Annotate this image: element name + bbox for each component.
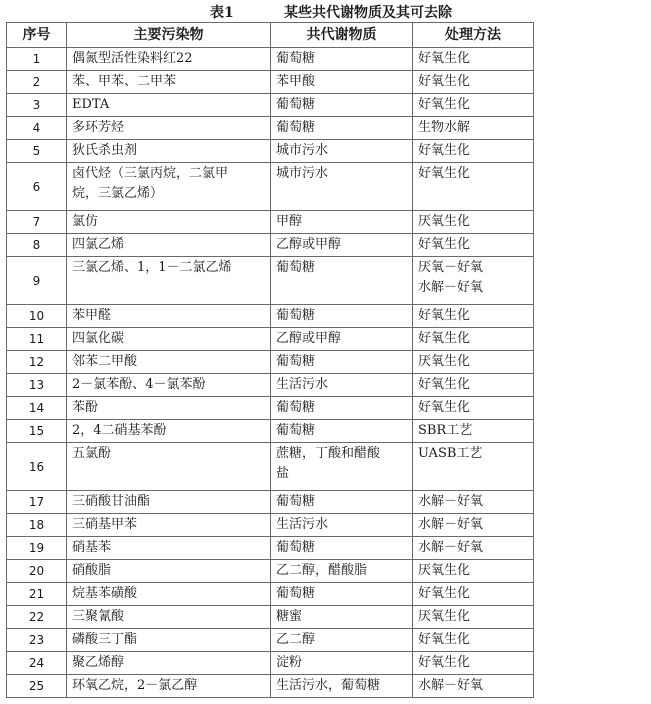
index-cell: 17 bbox=[7, 491, 67, 514]
method-cell bbox=[413, 629, 534, 652]
table-row bbox=[7, 583, 534, 606]
header-index: 序号 bbox=[7, 23, 67, 48]
method-cell-line: 好氧生化 bbox=[418, 655, 471, 670]
pollutant-cell bbox=[67, 560, 271, 583]
index-cell: 11 bbox=[7, 328, 67, 351]
header-cometabolite: 共代谢物质 bbox=[271, 23, 413, 48]
cometabolite-cell bbox=[271, 351, 413, 374]
cometabolite-cell bbox=[271, 257, 413, 305]
cometabolite-cell-line: 淀粉 bbox=[276, 655, 303, 670]
method-cell-line: 好氧生化 bbox=[418, 331, 471, 346]
cometabolite-cell bbox=[271, 583, 413, 606]
index-cell: 8 bbox=[7, 234, 67, 257]
cometabolite-cell-line: 葡萄糖 bbox=[276, 494, 316, 509]
table-row bbox=[7, 234, 534, 257]
cometabolite-cell bbox=[271, 163, 413, 211]
cometabolite-cell-line: 城市污水 bbox=[276, 166, 329, 181]
cometabolite-cell bbox=[271, 48, 413, 71]
pollutant-cell bbox=[67, 652, 271, 675]
cometabolite-cell bbox=[271, 305, 413, 328]
index-cell: 4 bbox=[7, 117, 67, 140]
pollutant-cell bbox=[67, 211, 271, 234]
method-cell-line: 水解－好氧 bbox=[418, 517, 484, 532]
index-cell: 3 bbox=[7, 94, 67, 117]
index-cell: 12 bbox=[7, 351, 67, 374]
pollutant-cell-line: 五氯酚 bbox=[72, 446, 112, 461]
method-cell-line: 水解－好氧 bbox=[418, 280, 484, 295]
table-row bbox=[7, 305, 534, 328]
method-cell-line: 好氧生化 bbox=[418, 400, 471, 415]
table-title: 某些共代谢物质及其可去除 bbox=[284, 5, 452, 21]
pollutant-cell-line: 偶氮型活性染料红22 bbox=[72, 51, 193, 66]
cometabolite-cell bbox=[271, 537, 413, 560]
cometabolite-cell bbox=[271, 211, 413, 234]
cometabolite-cell-line: 葡萄糖 bbox=[276, 400, 316, 415]
table-row bbox=[7, 211, 534, 234]
method-cell-line: 好氧生化 bbox=[418, 632, 471, 647]
pollutant-cell bbox=[67, 163, 271, 211]
pollutant-cell-line: 三氯乙烯、1，1－二氯乙烯 bbox=[72, 260, 232, 275]
table-row bbox=[7, 606, 534, 629]
pollutant-cell-line: 卤代烃（三氯丙烷，二氯甲 bbox=[72, 166, 229, 181]
index-cell: 22 bbox=[7, 606, 67, 629]
method-cell bbox=[413, 257, 534, 305]
pollutant-cell-line: 狄氏杀虫剂 bbox=[72, 143, 138, 158]
pollutant-cell bbox=[67, 117, 271, 140]
pollutant-cell-line: 环氧乙烷，2－氯乙醇 bbox=[72, 678, 198, 693]
cometabolite-cell bbox=[271, 491, 413, 514]
cometabolite-cell-line: 糖蜜 bbox=[276, 609, 303, 624]
method-cell-line: 好氧生化 bbox=[418, 51, 471, 66]
cometabolite-cell bbox=[271, 443, 413, 491]
cometabolite-cell-line: 葡萄糖 bbox=[276, 540, 316, 555]
method-cell-line: 好氧生化 bbox=[418, 377, 471, 392]
method-cell bbox=[413, 514, 534, 537]
cometabolite-cell-line: 盐 bbox=[276, 466, 290, 481]
method-cell-line: 水解－好氧 bbox=[418, 678, 484, 693]
cometabolite-cell-line: 城市污水 bbox=[276, 143, 329, 158]
table-row bbox=[7, 140, 534, 163]
pollutant-cell-line: 硝基苯 bbox=[72, 540, 112, 555]
table-row bbox=[7, 257, 534, 305]
table-row bbox=[7, 94, 534, 117]
cometabolite-cell-line: 葡萄糖 bbox=[276, 586, 316, 601]
method-cell bbox=[413, 420, 534, 443]
method-cell bbox=[413, 537, 534, 560]
method-cell-line: 好氧生化 bbox=[418, 143, 471, 158]
cometabolite-cell bbox=[271, 652, 413, 675]
index-cell: 2 bbox=[7, 71, 67, 94]
pollutant-cell-line: 三聚氰酸 bbox=[72, 609, 125, 624]
method-cell-line: UASB工艺 bbox=[418, 446, 483, 461]
pollutant-cell bbox=[67, 514, 271, 537]
method-cell bbox=[413, 94, 534, 117]
pollutant-cell-line: EDTA bbox=[72, 97, 110, 112]
method-cell bbox=[413, 211, 534, 234]
header-pollutant: 主要污染物 bbox=[67, 23, 271, 48]
pollutant-cell bbox=[67, 606, 271, 629]
pollutant-cell-line: 四氯乙烯 bbox=[72, 237, 125, 252]
pollutant-cell bbox=[67, 629, 271, 652]
table-row bbox=[7, 71, 534, 94]
method-cell-line: 好氧生化 bbox=[418, 97, 471, 112]
method-cell-line: 好氧生化 bbox=[418, 74, 471, 89]
pollutant-cell-line: 三硝基甲苯 bbox=[72, 517, 138, 532]
cometabolite-cell bbox=[271, 420, 413, 443]
index-cell: 16 bbox=[7, 443, 67, 491]
cometabolite-cell-line: 葡萄糖 bbox=[276, 260, 316, 275]
method-cell-line: SBR工艺 bbox=[418, 423, 473, 438]
pollutant-cell-line: 烷，三氯乙烯） bbox=[72, 186, 164, 201]
table-row bbox=[7, 420, 534, 443]
cometabolite-cell bbox=[271, 94, 413, 117]
header-method: 处理方法 bbox=[413, 23, 534, 48]
method-cell-line: 厌氧生化 bbox=[418, 214, 471, 229]
index-cell: 18 bbox=[7, 514, 67, 537]
table-row bbox=[7, 491, 534, 514]
method-cell bbox=[413, 606, 534, 629]
method-cell bbox=[413, 397, 534, 420]
method-cell-line: 厌氧生化 bbox=[418, 609, 471, 624]
cometabolite-cell-line: 蔗糖，丁酸和醋酸 bbox=[276, 446, 381, 461]
method-cell-line: 好氧生化 bbox=[418, 308, 471, 323]
pollutant-cell bbox=[67, 305, 271, 328]
cometabolite-cell-line: 乙醇或甲醇 bbox=[276, 331, 342, 346]
index-cell: 25 bbox=[7, 675, 67, 698]
pollutant-cell bbox=[67, 234, 271, 257]
pollutant-cell bbox=[67, 420, 271, 443]
cometabolite-cell-line: 乙醇或甲醇 bbox=[276, 237, 342, 252]
method-cell bbox=[413, 140, 534, 163]
pollutant-cell-line: 多环芳烃 bbox=[72, 120, 125, 135]
pollutant-cell-line: 2，4二硝基苯酚 bbox=[72, 423, 167, 438]
method-cell-line: 好氧生化 bbox=[418, 166, 471, 181]
cometabolism-table bbox=[6, 22, 534, 698]
cometabolite-cell bbox=[271, 514, 413, 537]
table-row bbox=[7, 560, 534, 583]
table-row bbox=[7, 351, 534, 374]
index-cell: 21 bbox=[7, 583, 67, 606]
pollutant-cell bbox=[67, 257, 271, 305]
cometabolite-cell-line: 葡萄糖 bbox=[276, 354, 316, 369]
method-cell bbox=[413, 71, 534, 94]
method-cell bbox=[413, 328, 534, 351]
pollutant-cell bbox=[67, 491, 271, 514]
cometabolite-cell-line: 葡萄糖 bbox=[276, 97, 316, 112]
pollutant-cell bbox=[67, 94, 271, 117]
index-cell: 15 bbox=[7, 420, 67, 443]
index-cell: 5 bbox=[7, 140, 67, 163]
method-cell bbox=[413, 163, 534, 211]
pollutant-cell-line: 磷酸三丁酯 bbox=[72, 632, 138, 647]
cometabolite-cell bbox=[271, 675, 413, 698]
pollutant-cell bbox=[67, 583, 271, 606]
cometabolite-cell-line: 葡萄糖 bbox=[276, 308, 316, 323]
cometabolite-cell-line: 生活污水 bbox=[276, 377, 329, 392]
cometabolite-cell-line: 生活污水，葡萄糖 bbox=[276, 678, 381, 693]
table-row bbox=[7, 397, 534, 420]
index-cell: 14 bbox=[7, 397, 67, 420]
cometabolite-cell bbox=[271, 328, 413, 351]
table-row bbox=[7, 537, 534, 560]
method-cell bbox=[413, 560, 534, 583]
method-cell bbox=[413, 443, 534, 491]
cometabolite-cell bbox=[271, 629, 413, 652]
pollutant-cell bbox=[67, 71, 271, 94]
index-cell: 1 bbox=[7, 48, 67, 71]
method-cell bbox=[413, 305, 534, 328]
table-body bbox=[7, 48, 534, 698]
method-cell bbox=[413, 374, 534, 397]
pollutant-cell-line: 邻苯二甲酸 bbox=[72, 354, 138, 369]
method-cell bbox=[413, 652, 534, 675]
pollutant-cell-line: 三硝酸甘油酯 bbox=[72, 494, 151, 509]
cometabolite-cell-line: 葡萄糖 bbox=[276, 51, 316, 66]
pollutant-cell bbox=[67, 397, 271, 420]
index-cell: 6 bbox=[7, 163, 67, 211]
method-cell-line: 厌氧生化 bbox=[418, 563, 471, 578]
method-cell bbox=[413, 351, 534, 374]
pollutant-cell bbox=[67, 374, 271, 397]
pollutant-cell bbox=[67, 443, 271, 491]
table-row bbox=[7, 514, 534, 537]
method-cell bbox=[413, 117, 534, 140]
method-cell-line: 生物水解 bbox=[418, 120, 471, 135]
method-cell bbox=[413, 48, 534, 71]
pollutant-cell-line: 氯仿 bbox=[72, 214, 99, 229]
pollutant-cell bbox=[67, 675, 271, 698]
cometabolite-cell bbox=[271, 71, 413, 94]
pollutant-cell bbox=[67, 351, 271, 374]
index-cell: 9 bbox=[7, 257, 67, 305]
method-cell-line: 厌氧生化 bbox=[418, 354, 471, 369]
method-cell-line: 厌氧－好氧 bbox=[418, 260, 484, 275]
pollutant-cell-line: 苯、甲苯、二甲苯 bbox=[72, 74, 177, 89]
pollutant-cell bbox=[67, 328, 271, 351]
table-row bbox=[7, 48, 534, 71]
table-row bbox=[7, 675, 534, 698]
table-row bbox=[7, 117, 534, 140]
cometabolite-cell-line: 葡萄糖 bbox=[276, 120, 316, 135]
cometabolite-cell-line: 生活污水 bbox=[276, 517, 329, 532]
pollutant-cell-line: 2－氯苯酚、4－氯苯酚 bbox=[72, 377, 206, 392]
method-cell bbox=[413, 234, 534, 257]
pollutant-cell-line: 聚乙烯醇 bbox=[72, 655, 125, 670]
table-caption bbox=[0, 0, 651, 22]
method-cell-line: 水解－好氧 bbox=[418, 540, 484, 555]
method-cell-line: 好氧生化 bbox=[418, 237, 471, 252]
method-cell-line: 好氧生化 bbox=[418, 586, 471, 601]
cometabolite-cell bbox=[271, 234, 413, 257]
method-cell bbox=[413, 583, 534, 606]
index-cell: 7 bbox=[7, 211, 67, 234]
cometabolite-cell bbox=[271, 397, 413, 420]
cometabolite-cell-line: 苯甲酸 bbox=[276, 74, 316, 89]
table-row bbox=[7, 328, 534, 351]
method-cell bbox=[413, 491, 534, 514]
table-row bbox=[7, 629, 534, 652]
method-cell-line: 水解－好氧 bbox=[418, 494, 484, 509]
pollutant-cell-line: 苯甲醛 bbox=[72, 308, 112, 323]
pollutant-cell-line: 苯酚 bbox=[72, 400, 99, 415]
cometabolite-cell bbox=[271, 374, 413, 397]
index-cell: 20 bbox=[7, 560, 67, 583]
method-cell bbox=[413, 675, 534, 698]
pollutant-cell-line: 硝酸脂 bbox=[72, 563, 112, 578]
pollutant-cell bbox=[67, 48, 271, 71]
index-cell: 13 bbox=[7, 374, 67, 397]
table-row bbox=[7, 163, 534, 211]
cometabolite-cell bbox=[271, 117, 413, 140]
table-row bbox=[7, 443, 534, 491]
table-row bbox=[7, 652, 534, 675]
index-cell: 24 bbox=[7, 652, 67, 675]
cometabolite-cell bbox=[271, 560, 413, 583]
cometabolite-cell bbox=[271, 140, 413, 163]
cometabolite-cell-line: 葡萄糖 bbox=[276, 423, 316, 438]
header-row bbox=[7, 23, 534, 48]
index-cell: 10 bbox=[7, 305, 67, 328]
table-row bbox=[7, 374, 534, 397]
pollutant-cell-line: 四氯化碳 bbox=[72, 331, 125, 346]
cometabolite-cell-line: 乙二醇，醋酸脂 bbox=[276, 563, 368, 578]
pollutant-cell bbox=[67, 537, 271, 560]
index-cell: 23 bbox=[7, 629, 67, 652]
pollutant-cell bbox=[67, 140, 271, 163]
cometabolite-cell bbox=[271, 606, 413, 629]
table-number: 表1 bbox=[210, 5, 234, 21]
cometabolite-cell-line: 甲醇 bbox=[276, 214, 303, 229]
cometabolite-cell-line: 乙二醇 bbox=[276, 632, 316, 647]
index-cell: 19 bbox=[7, 537, 67, 560]
pollutant-cell-line: 烷基苯磺酸 bbox=[72, 586, 138, 601]
